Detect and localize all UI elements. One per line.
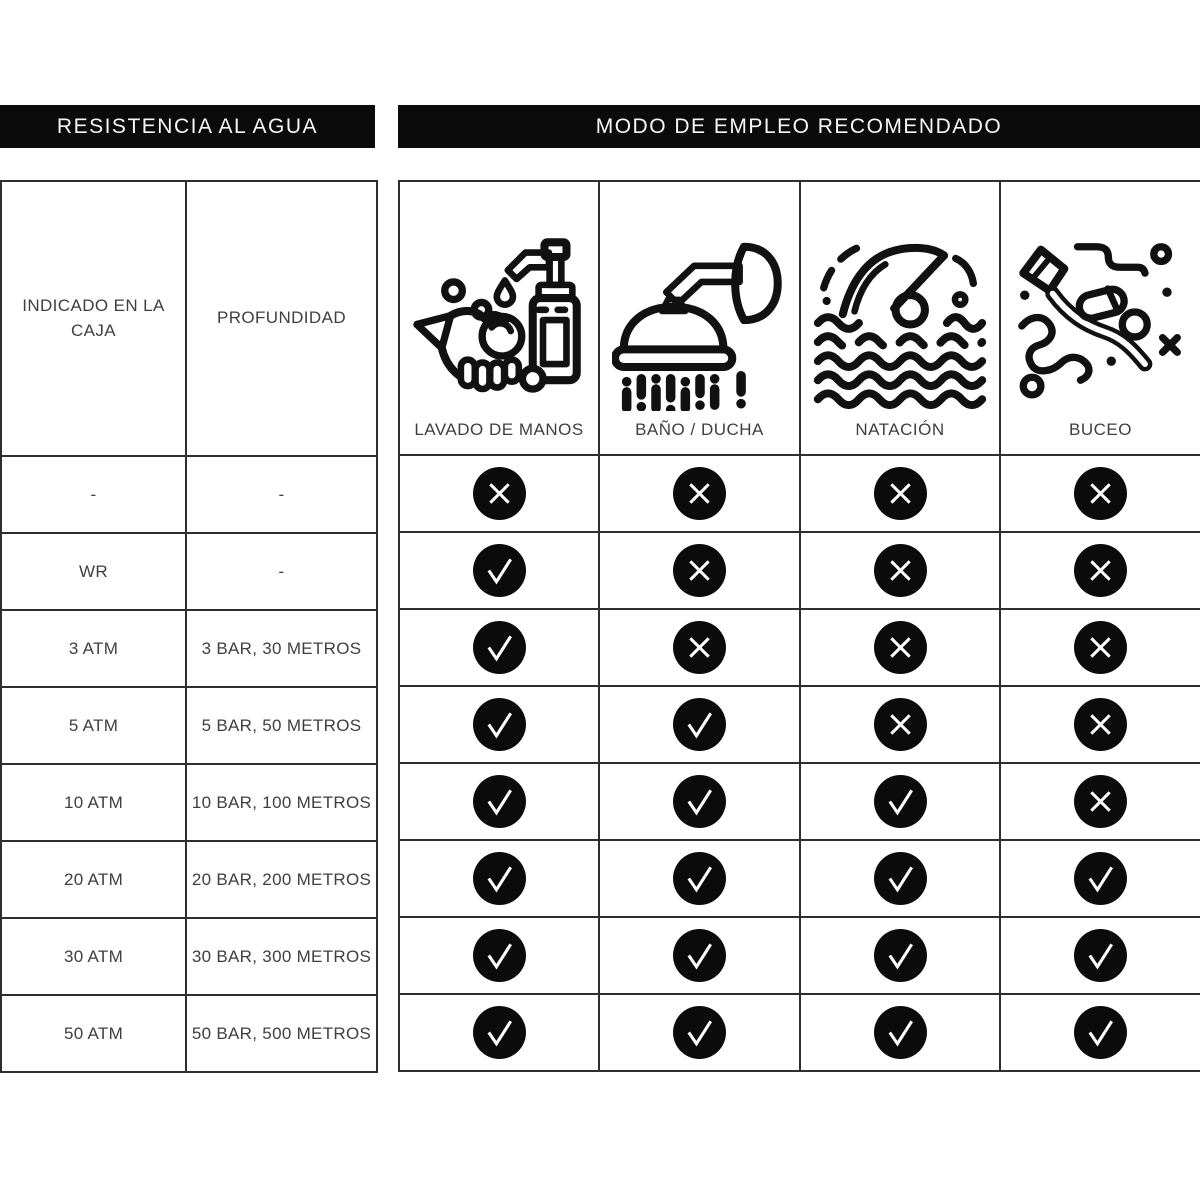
cross-mark: [874, 467, 927, 520]
box-cell: 3 ATM: [1, 610, 186, 687]
cross-mark: [673, 544, 726, 597]
check-mark: [473, 1006, 526, 1059]
matrix-row: [399, 532, 1200, 609]
matrix-row: [399, 455, 1200, 532]
depth-cell: 3 BAR, 30 METROS: [186, 610, 377, 687]
water-resistance-table: [0, 180, 378, 1073]
depth-cell: 10 BAR, 100 METROS: [186, 764, 377, 841]
check-mark: [473, 852, 526, 905]
activity-label: NATACIÓN: [855, 420, 945, 439]
table-row: [1, 764, 377, 841]
cross-mark: [1074, 544, 1127, 597]
check-mark: [874, 929, 927, 982]
right-panel-title: MODO DE EMPLEO RECOMENDADO: [595, 114, 1003, 138]
matrix-row: [399, 686, 1200, 763]
box-cell: 50 ATM: [1, 995, 186, 1072]
cross-mark: [1074, 467, 1127, 520]
column-header-depth: PROFUNDIDAD: [186, 181, 377, 456]
check-mark: [1074, 929, 1127, 982]
activity-swimming: [800, 181, 1000, 455]
matrix-row: [399, 840, 1200, 917]
check-mark: [473, 929, 526, 982]
usage-recommendation-table: [398, 180, 1200, 1072]
check-mark: [673, 1006, 726, 1059]
table-row: [1, 918, 377, 995]
box-cell: 30 ATM: [1, 918, 186, 995]
scuba-diving-icon: [1013, 235, 1189, 411]
box-cell: -: [1, 456, 186, 533]
shower-icon: [612, 235, 788, 411]
swimming-icon: [812, 235, 988, 411]
cross-mark: [673, 467, 726, 520]
cross-mark: [874, 544, 927, 597]
activity-label: LAVADO DE MANOS: [414, 420, 584, 439]
table-row: [1, 841, 377, 918]
check-mark: [473, 698, 526, 751]
left-panel-title: RESISTENCIA AL AGUA: [56, 114, 319, 138]
check-mark: [673, 852, 726, 905]
check-mark: [473, 544, 526, 597]
table-row: [1, 687, 377, 764]
check-mark: [473, 775, 526, 828]
cross-mark: [874, 621, 927, 674]
hand-washing-icon: [411, 235, 587, 411]
check-mark: [874, 852, 927, 905]
table-row: [1, 456, 377, 533]
check-mark: [1074, 852, 1127, 905]
depth-cell: 50 BAR, 500 METROS: [186, 995, 377, 1072]
box-cell: 10 ATM: [1, 764, 186, 841]
activity-label: BUCEO: [1069, 420, 1132, 439]
cross-mark: [874, 698, 927, 751]
cross-mark: [1074, 775, 1127, 828]
table-row: [1, 995, 377, 1072]
depth-cell: 30 BAR, 300 METROS: [186, 918, 377, 995]
depth-cell: 20 BAR, 200 METROS: [186, 841, 377, 918]
check-mark: [874, 1006, 927, 1059]
check-mark: [473, 621, 526, 674]
matrix-row: [399, 609, 1200, 686]
left-panel-header: [0, 105, 375, 148]
cross-mark: [673, 621, 726, 674]
check-mark: [874, 775, 927, 828]
depth-cell: -: [186, 456, 377, 533]
cross-mark: [1074, 621, 1127, 674]
activity-hand-washing: [399, 181, 599, 455]
right-panel-header: [398, 105, 1200, 148]
cross-mark: [1074, 698, 1127, 751]
box-cell: WR: [1, 533, 186, 610]
check-mark: [673, 775, 726, 828]
depth-cell: 5 BAR, 50 METROS: [186, 687, 377, 764]
matrix-row: [399, 763, 1200, 840]
box-cell: 5 ATM: [1, 687, 186, 764]
activity-shower: [599, 181, 800, 455]
activity-label: BAÑO / DUCHA: [635, 420, 764, 439]
check-mark: [673, 698, 726, 751]
column-header-box: INDICADO EN LA CAJA: [1, 181, 186, 456]
box-cell: 20 ATM: [1, 841, 186, 918]
activity-header-row: [399, 181, 1200, 455]
table-header-row: [1, 181, 377, 456]
cross-mark: [473, 467, 526, 520]
table-row: [1, 610, 377, 687]
table-row: [1, 533, 377, 610]
depth-cell: -: [186, 533, 377, 610]
activity-diving: [1000, 181, 1200, 455]
check-mark: [1074, 1006, 1127, 1059]
check-mark: [673, 929, 726, 982]
matrix-row: [399, 994, 1200, 1071]
matrix-row: [399, 917, 1200, 994]
